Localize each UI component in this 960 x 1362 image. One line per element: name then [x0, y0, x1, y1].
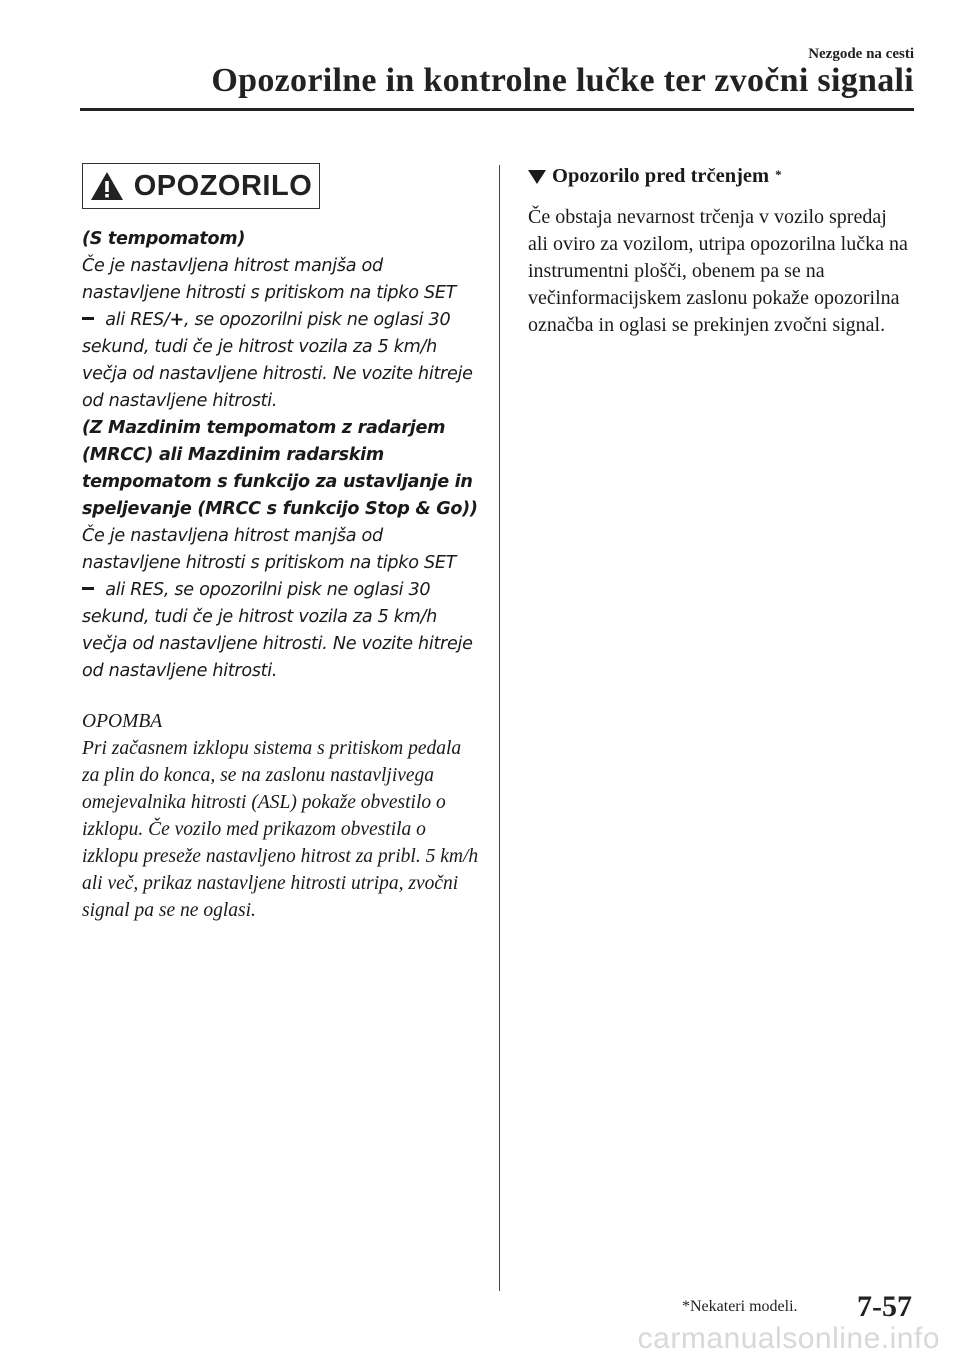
warning-text-2b: ali RES, se opozorilni pisk ne oglasi 30 sekund, tudi če je hitrost vozila za 5 km/h večja od nastavljene hitrosti. Ne vozite hitreje od nastavljene hitrosti.: [82, 580, 473, 681]
footnote: *Nekateri modeli.: [682, 1298, 798, 1315]
note-text: Pri začasnem izklopu sistema s pritiskom pedala za plin do konca, se na zaslonu nastavljivega omejevalnika hitrosti (ASL) pokaže obvestilo o izklopu. Če vozilo med prikazom obvestila o izklopu preseže nastavljeno hitrost za pribl. 5 km/h ali več, prikaz nastavljene hitrosti utripa, zvočni signal pa se ne oglasi.: [82, 738, 479, 921]
section-heading: [528, 165, 782, 188]
note-block: [82, 708, 482, 924]
warning-text-1b: ali RES/: [100, 310, 170, 330]
warning-text-2a: Če je nastavljena hitrost manjša od nastavljene hitrosti s pritiskom na tipko SET: [82, 526, 457, 573]
warning-box: [82, 163, 320, 209]
triangle-down-icon: [528, 170, 546, 184]
warning-subhead-1: (S tempomatom): [82, 229, 246, 249]
footnote-mark: *: [775, 166, 782, 182]
section-body-text: Če obstaja nevarnost trčenja v vozilo spredaj ali oviro za vozilom, utripa opozorilna lučka na instrumentni plošči, obenem pa se na večinformacijskem zaslonu pokaže opozorilna označba in oglasi se prekinjen zvočni signal.: [528, 206, 908, 336]
warning-text-1a: Če je nastavljena hitrost manjša od nastavljene hitrosti s pritiskom na tipko SET: [82, 256, 457, 303]
warning-label: OPOZORILO: [133, 169, 313, 202]
plus-icon: +: [169, 310, 184, 330]
warning-paragraph-2: [82, 523, 482, 685]
warning-subhead-2: (Z Mazdinim tempomatom z radarjem (MRCC) ali Mazdinim radarskim tempomatom s funkcijo za ustavljanje in speljevanje (MRCC s funkcijo Stop & Go)): [82, 418, 478, 519]
section-body: [528, 204, 908, 339]
minus-icon: [82, 317, 94, 320]
header-rule: [80, 108, 914, 111]
warning-text-1c: , se opozorilni pisk ne oglasi 30 sekund, tudi če je hitrost vozila za 5 km/h večja od nastavljene hitrosti. Ne vozite hitreje od nastavljene hitrosti.: [82, 310, 473, 411]
minus-icon: [82, 587, 94, 590]
warning-triangle-icon: [90, 171, 124, 201]
page-title: Opozorilne in kontrolne lučke ter zvočni signali: [211, 62, 914, 99]
warning-body: [82, 226, 482, 685]
section-heading-text: Opozorilo pred trčenjem: [552, 165, 770, 187]
watermark: carmanualsonline.info: [637, 1322, 940, 1355]
page-number: 7-57: [857, 1290, 912, 1323]
header-section: Nezgode na cesti: [808, 46, 914, 62]
column-divider: [499, 165, 500, 1291]
note-title: OPOMBA: [82, 711, 163, 732]
warning-paragraph-1: [82, 253, 482, 415]
